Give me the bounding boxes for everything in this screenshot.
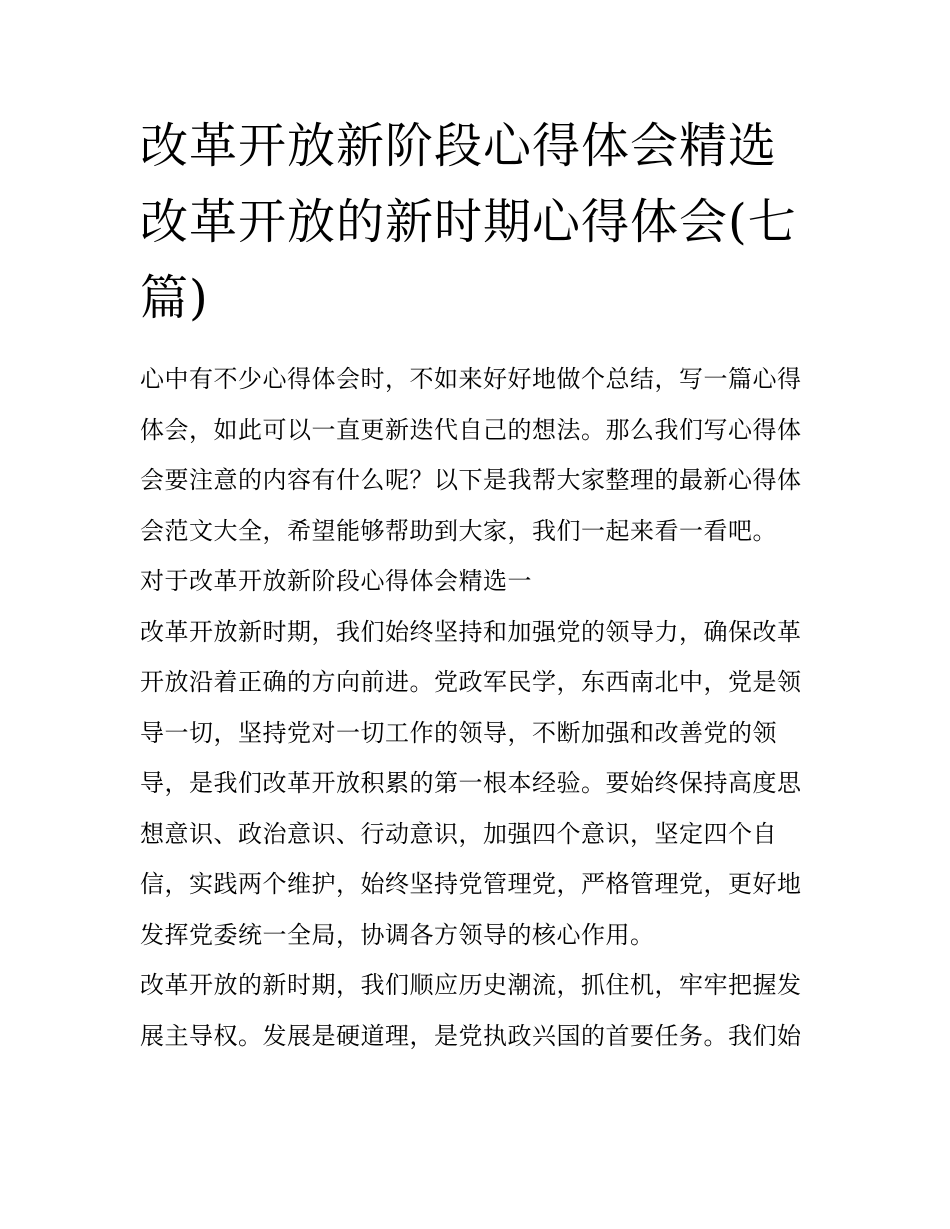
title-line-3: 篇) [140,270,209,326]
paragraph-2 [140,960,815,1061]
intro-line-1: 心中有不少心得体会时，不如来好好地做个总结，写一篇心得 [140,365,802,393]
paragraph-1-line-1: 改革开放新时期，我们始终坚持和加强党的领导力，确保改革 [140,617,802,646]
document-page [140,108,815,1061]
title-line-1: 改革开放新阶段心得体会精选 [140,118,778,174]
intro-line-3: 会要注意的内容有什么呢？以下是我帮大家整理的最新心得体 [140,466,802,494]
section-heading: 对于改革开放新阶段心得体会精选一 [140,567,532,595]
paragraph-1-line-7: 发挥党委统一全局，协调各方领导的核心作用。 [140,920,655,949]
paragraph-1-line-6: 信，实践两个维护，始终坚持党管理党，严格管理党，更好地 [140,870,802,898]
intro-line-2: 体会，如此可以一直更新迭代自己的想法。那么我们写心得体 [140,415,802,444]
paragraph-1-line-4: 导，是我们改革开放积累的第一根本经验。要始终保持高度思 [140,769,802,797]
intro-line-4: 会范文大全，希望能够帮助到大家，我们一起来看一看吧。 [140,516,777,545]
paragraph-2-line-1: 改革开放的新时期，我们顺应历史潮流，抓住机，牢牢把握发 [140,971,802,999]
paragraph-1 [140,607,815,961]
intro-paragraph [140,354,815,556]
paragraph-1-line-2: 开放沿着正确的方向前进。党政军民学，东西南北中，党是领 [140,668,802,696]
paragraph-1-line-5: 想意识、政治意识、行动意识，加强四个意识，坚定四个自 [140,819,777,848]
document-title [140,108,815,336]
title-line-2: 改革开放的新时期心得体会(七 [140,194,797,250]
paragraph-1-line-3: 导一切，坚持党对一切工作的领导，不断加强和改善党的领 [140,718,777,747]
paragraph-2-line-2: 展主导权。发展是硬道理，是党执政兴国的首要任务。我们始 [140,1021,802,1050]
document-body [140,354,815,1061]
